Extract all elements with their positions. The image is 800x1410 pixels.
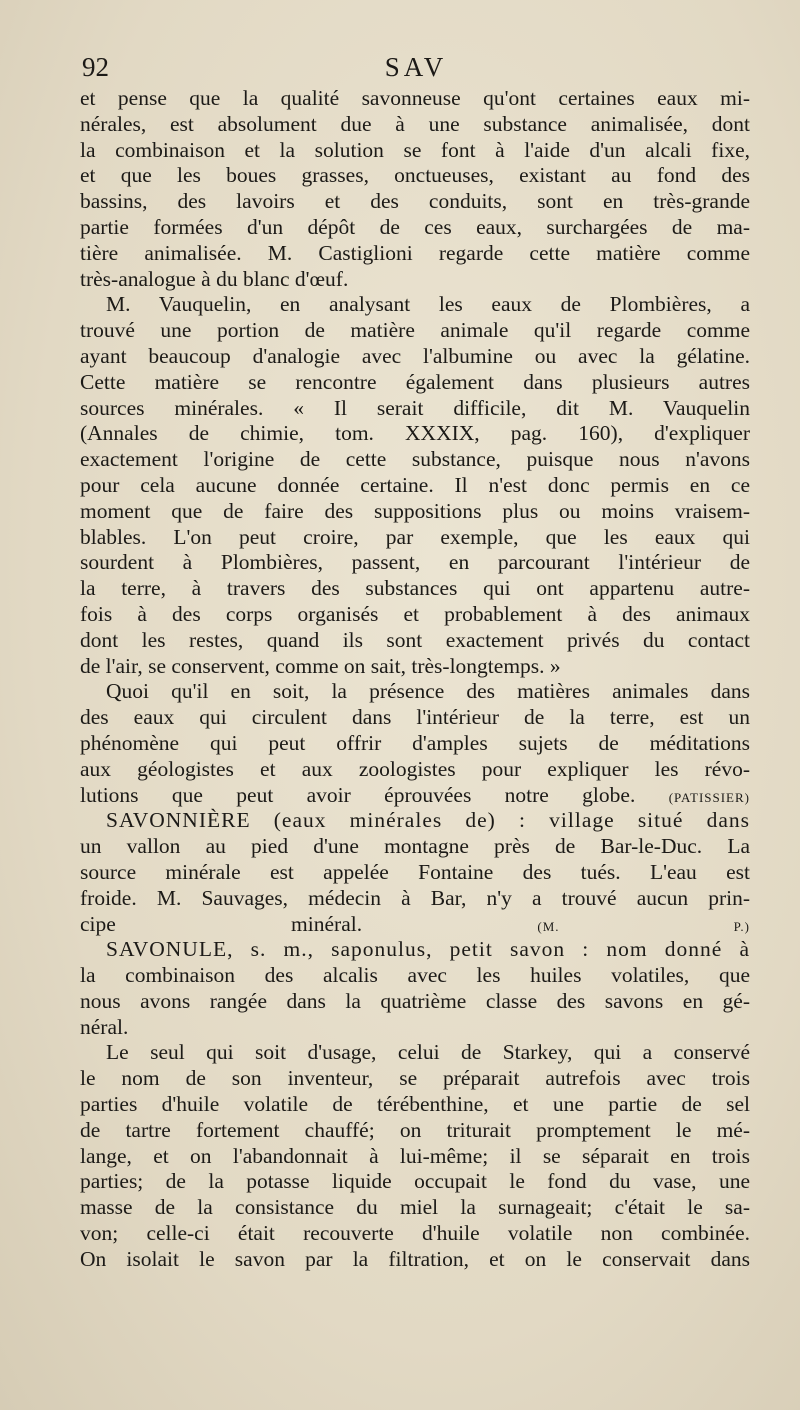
text-line: Le seul qui soit d'usage, celui de Starkey, qui a conservé [106,1040,750,1065]
text-line: aux géologistes et aux zoologistes pour expliquer les révo- [80,756,750,781]
text-line: pour cela aucune donnée certaine. Il n'est donc permis en ce [80,472,750,497]
text-line: parties d'huile volatile de térébenthine, et une partie de sel [80,1092,750,1117]
text-line: de l'air, se conservent, comme on sait, très-longtemps. » [80,653,561,678]
text-line: masse de la consistance du miel la surnageait; c'était le sa- [80,1195,750,1220]
running-head: SAV [384,52,448,82]
text-line: parties; de la potasse liquide occupait le fond du vase, une [80,1169,750,1194]
text-line: sourdent à Plombières, passent, en parcourant l'intérieur de [80,550,750,575]
text-line-with-signature [80,783,750,809]
text-line: bassins, des lavoirs et des conduits, sont en très-grande [80,189,750,214]
text-line: Cette matière se rencontre également dans plusieurs autres [80,369,750,394]
text-line: froide. M. Sauvages, médecin à Bar, n'y a trouvé aucun prin- [80,885,750,910]
text-line: lange, et on l'abandonnait à lui-même; il se séparait en trois [80,1143,750,1168]
text-line: moment que de faire des suppositions plus ou moins vraisem- [80,498,750,523]
text-line: exactement l'origine de cette substance, puisque nous n'avons [80,447,750,472]
text-line: M. Vauquelin, en analysant les eaux de Plombières, a [106,292,750,317]
text-line: dont les restes, quand ils sont exactement privés du contact [80,627,750,652]
text-line: la combinaison et la solution se font à l'aide d'un alcali fixe, [80,137,750,162]
entry-line-savonniere: SAVONNIÈRE (eaux minérales de) : village situé dans [106,808,750,833]
text-line: von; celle-ci était recouverte d'huile volatile non combinée. [80,1221,750,1246]
page-header [82,52,750,86]
text-line: tière animalisée. M. Castiglioni regarde cette matière comme [80,240,750,265]
text-line: un vallon au pied d'une montagne près de Bar-le-Duc. La [80,834,750,859]
text-line: ayant beaucoup d'analogie avec l'albumine ou avec la gélatine. [80,343,750,368]
text-line: sources minérales. « Il serait difficile, dit M. Vauquelin [80,395,750,420]
text-line: partie formées d'un dépôt de ces eaux, surchargées de ma- [80,214,750,239]
text-line: néral. [80,1014,129,1039]
text-line: cipe minéral. [80,911,363,936]
text-line: blables. L'on peut croire, par exemple, que les eaux qui [80,524,750,549]
text-line: fois à des corps organisés et probablement à des animaux [80,601,750,626]
entry-line-savonule: SAVONULE, s. m., saponulus, petit savon : nom donné à [106,937,750,962]
text-line: lutions que peut avoir éprouvées notre globe. [80,782,636,807]
text-line: trouvé une portion de matière animale qu'il regarde comme [80,318,750,343]
text-line: phénomène qui peut offrir d'amples sujets de méditations [80,730,750,755]
text-line: nous avons rangée dans la quatrième classe des savons en gé- [80,988,750,1013]
text-line: (Annales de chimie, tom. XXXIX, pag. 160), d'expliquer [80,421,750,446]
text-line: de tartre fortement chauffé; on triturait promptement le mé- [80,1117,750,1142]
page-body [80,86,750,1273]
text-line: et que les boues grasses, onctueuses, existant au fond des [80,163,750,188]
text-line: Quoi qu'il en soit, la présence des matières animales dans [106,679,750,704]
text-line: la terre, à travers des substances qui ont appartenu autre- [80,576,750,601]
author-signature-patissier: (PATISSIER) [668,789,750,805]
text-line: le nom de son inventeur, se préparait autrefois avec trois [80,1066,750,1091]
text-line: nérales, est absolument due à une substance animalisée, dont [80,111,750,136]
text-line: des eaux qui circulent dans l'intérieur de la terre, est un [80,705,750,730]
text-line: source minérale est appelée Fontaine des tués. L'eau est [80,859,750,884]
text-line: On isolait le savon par la filtration, et on le conservait dans [80,1246,750,1271]
text-line: et pense que la qualité savonneuse qu'ont certaines eaux mi- [80,86,750,110]
author-signature-mp: (M. P.) [537,918,750,934]
page-number: 92 [82,52,109,82]
text-line: très-analogue à du blanc d'œuf. [80,266,349,291]
text-line-with-signature [80,912,750,938]
text-line: la combinaison des alcalis avec les huiles volatiles, que [80,963,750,988]
